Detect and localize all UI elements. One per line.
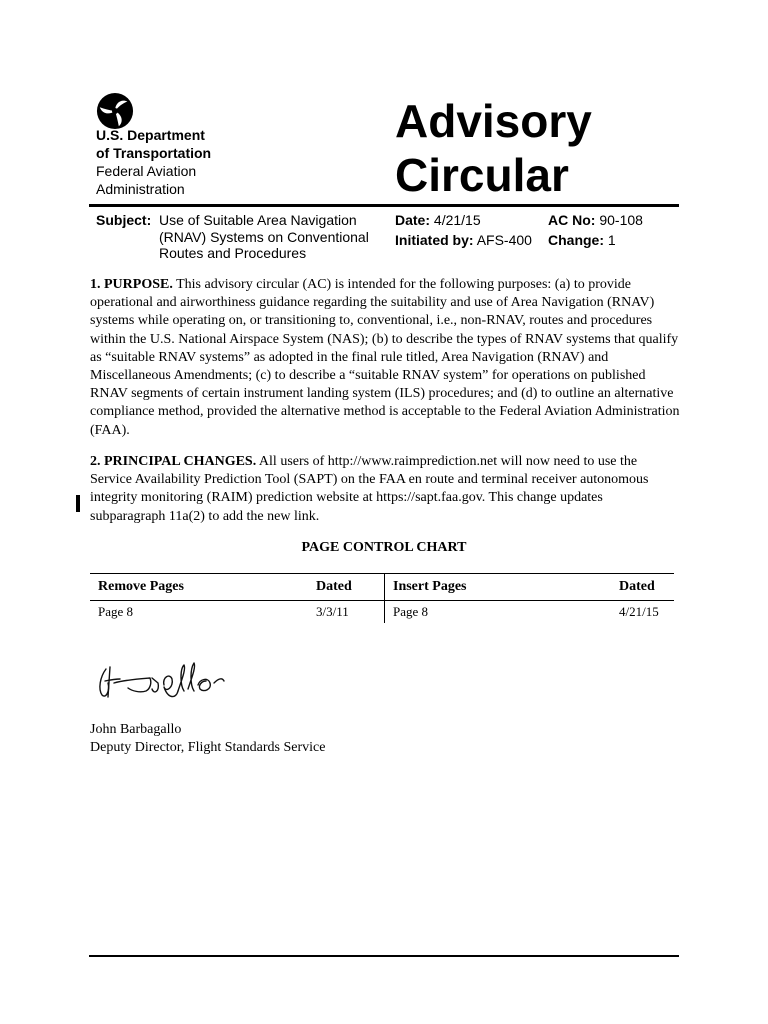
footer-rule (89, 955, 679, 957)
signer-title: Deputy Director, Flight Standards Service (90, 740, 326, 755)
dot-triskelion-logo-icon (96, 92, 134, 130)
page-control-table (90, 573, 674, 623)
initiated-by-field (395, 232, 532, 248)
initiated-value: AFS-400 (476, 232, 532, 248)
table-header-row (90, 574, 674, 601)
ac-no-value: 90-108 (599, 212, 643, 228)
header-rule (89, 204, 679, 207)
title-line: Advisory (395, 95, 592, 147)
paragraph-heading: 1. PURPOSE. (90, 277, 173, 292)
agency-line: U.S. Department (96, 127, 205, 143)
subject-text: Use of Suitable Area Navigation (RNAV) Systems on Conventional Routes and Procedures (159, 212, 369, 261)
subject-label: Subject: (96, 212, 152, 228)
change-field (548, 232, 616, 248)
change-value: 1 (607, 232, 616, 248)
date-label: Date: (395, 212, 431, 228)
column-header: Dated (308, 574, 385, 601)
column-header: Insert Pages (385, 574, 612, 601)
table-cell: 4/21/15 (619, 604, 659, 619)
agency-line: Federal Aviation (96, 163, 197, 179)
change-bar (76, 495, 80, 512)
column-header: Remove Pages (90, 574, 308, 601)
change-label: Change: (548, 232, 604, 248)
page-control-chart-title: PAGE CONTROL CHART (301, 540, 467, 555)
paragraph-body: All users of http://www.raimprediction.net will now need to use the Service Availability Prediction Tool (SAPT) on the FAA en route and terminal receiver autonomous integrity monitoring (RAIM) prediction website at https://sapt.faa.gov. This change updates subparagraph 11a(2) to add the new link. (90, 454, 649, 524)
principal-changes-paragraph (90, 453, 680, 526)
agency-block (96, 126, 211, 198)
table-cell: Page 8 (393, 604, 429, 619)
ac-no-label: AC No: (548, 212, 596, 228)
signer-name: John Barbagallo (90, 722, 182, 737)
paragraph-heading: 2. PRINCIPAL CHANGES. (90, 454, 257, 469)
date-value: 4/21/15 (433, 212, 481, 228)
agency-line: Administration (96, 181, 185, 197)
agency-line: of Transportation (96, 145, 212, 161)
document-title (395, 94, 592, 202)
date-field (395, 212, 481, 228)
table-cell: Page 8 (98, 604, 134, 619)
ac-number-field (548, 212, 643, 228)
title-line: Circular (395, 149, 569, 201)
table-cell: 3/3/11 (308, 601, 385, 624)
purpose-paragraph (90, 276, 680, 440)
paragraph-body: This advisory circular (AC) is intended for the following purposes: (a) to provide operational and airworthiness guidance regarding the suitability and use of Area Navigation (RNAV) systems while operating on, or transitioning to, conventional, i.e., non-RNAV, routes and procedures within the U.S. National Airspace System (NAS); (b) to describe the types of RNAV systems that qualify as “suitable RNAV systems” as adopted in the final rule titled, Area Navigation (RNAV) and Miscellaneous Amendments; (c) to describe a “suitable RNAV system” for operations on published RNAV segments of certain instrument landing system (ILS) procedures; and (d) to outline an alternative compliance method, provided the alternative method is acceptable to the Federal Aviation Administration (FAA). (90, 277, 680, 438)
column-header: Dated (611, 574, 674, 601)
table-row (90, 601, 674, 624)
initiated-label: Initiated by: (395, 232, 474, 248)
handwritten-signature (92, 655, 242, 703)
